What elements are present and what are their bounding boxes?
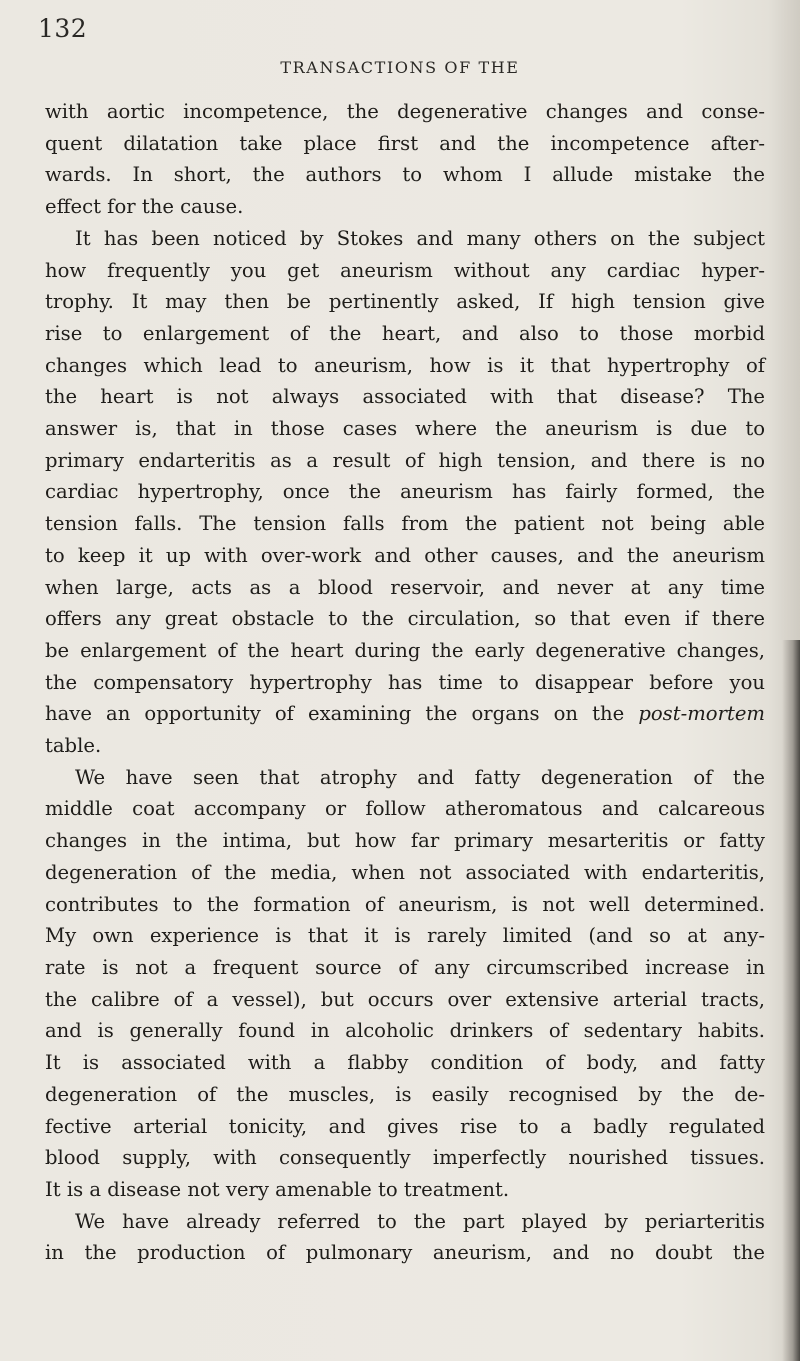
text-line: middle coat accompany or follow atheromatous and calcareous [45, 797, 765, 821]
text-line: primary endarteritis as a result of high tension, and there is no [45, 448, 765, 472]
page-number: 132 [38, 14, 88, 43]
text-line: in the production of pulmonary aneurism, and no doubt the [45, 1241, 765, 1265]
text-line: changes in the intima, but how far primary mesarteritis or fatty [45, 829, 765, 853]
paragraph-1 [45, 96, 765, 223]
text-line: changes which lead to aneurism, how is it that hypertrophy of [45, 353, 765, 377]
text-line: rise to enlargement of the heart, and also to those morbid [45, 321, 765, 345]
text-line: blood supply, with consequently imperfectly nourished tissues. [45, 1146, 765, 1170]
text-line: be enlargement of the heart during the early degenerative changes, [45, 638, 765, 662]
text-line: We have already referred to the part played by periarteritis [75, 1209, 765, 1233]
paragraph-3 [45, 762, 765, 1206]
text-line: when large, acts as a blood reservoir, and never at any time [45, 575, 765, 599]
text-line: wards. In short, the authors to whom I allude mistake the [45, 163, 765, 187]
text-line: cardiac hypertrophy, once the aneurism has fairly formed, the [45, 480, 765, 504]
text-line: the heart is not always associated with that disease? The [45, 385, 765, 409]
text-line: effect for the cause. [45, 195, 244, 219]
text-line: We have seen that atrophy and fatty degeneration of the [75, 765, 765, 789]
text-line: degeneration of the muscles, is easily recognised by the de- [45, 1082, 765, 1106]
text-line [45, 698, 765, 730]
text-line: It is associated with a flabby condition of body, and fatty [45, 1051, 765, 1075]
italic-phrase: post-mortem [638, 702, 765, 726]
text-line: rate is not a frequent source of any circumscribed increase in [45, 955, 765, 979]
running-head: TRANSACTIONS OF THE [280, 58, 520, 77]
body-text [45, 96, 765, 1269]
text-line: offers any great obstacle to the circulation, so that even if there [45, 607, 765, 631]
text-line: fective arterial tonicity, and gives rise to a badly regulated [45, 1114, 765, 1138]
text-line: the calibre of a vessel), but occurs over extensive arterial tracts, [45, 987, 765, 1011]
text-line: the compensatory hypertrophy has time to disappear before you [45, 670, 765, 694]
text-line: with aortic incompetence, the degenerative changes and conse- [45, 100, 765, 123]
text-line: My own experience is that it is rarely limited (and so at any- [45, 924, 765, 948]
text-line: and is generally found in alcoholic drinkers of sedentary habits. [45, 1019, 765, 1043]
text-line: how frequently you get aneurism without any cardiac hyper- [45, 258, 765, 282]
text-line: It is a disease not very amenable to treatment. [45, 1177, 510, 1201]
text-line: It has been noticed by Stokes and many others on the subject [75, 226, 765, 250]
page-edge-shadow [782, 640, 800, 1361]
paragraph-2 [45, 223, 765, 762]
text-line: tension falls. The tension falls from the patient not being able [45, 512, 765, 536]
text-line: quent dilatation take place first and the incompetence after- [45, 131, 765, 155]
text-line: trophy. It may then be pertinently asked, If high tension give [45, 290, 765, 314]
paragraph-4 [45, 1206, 765, 1269]
text-line: degeneration of the media, when not associated with endarteritis, [45, 860, 765, 884]
text-line: to keep it up with over-work and other causes, and the aneurism [45, 543, 765, 567]
text-line: answer is, that in those cases where the aneurism is due to [45, 417, 765, 441]
text-fragment: have an opportunity of examining the organs on the [45, 702, 625, 726]
text-line: table. [45, 734, 102, 758]
text-line: contributes to the formation of aneurism, is not well determined. [45, 892, 765, 916]
